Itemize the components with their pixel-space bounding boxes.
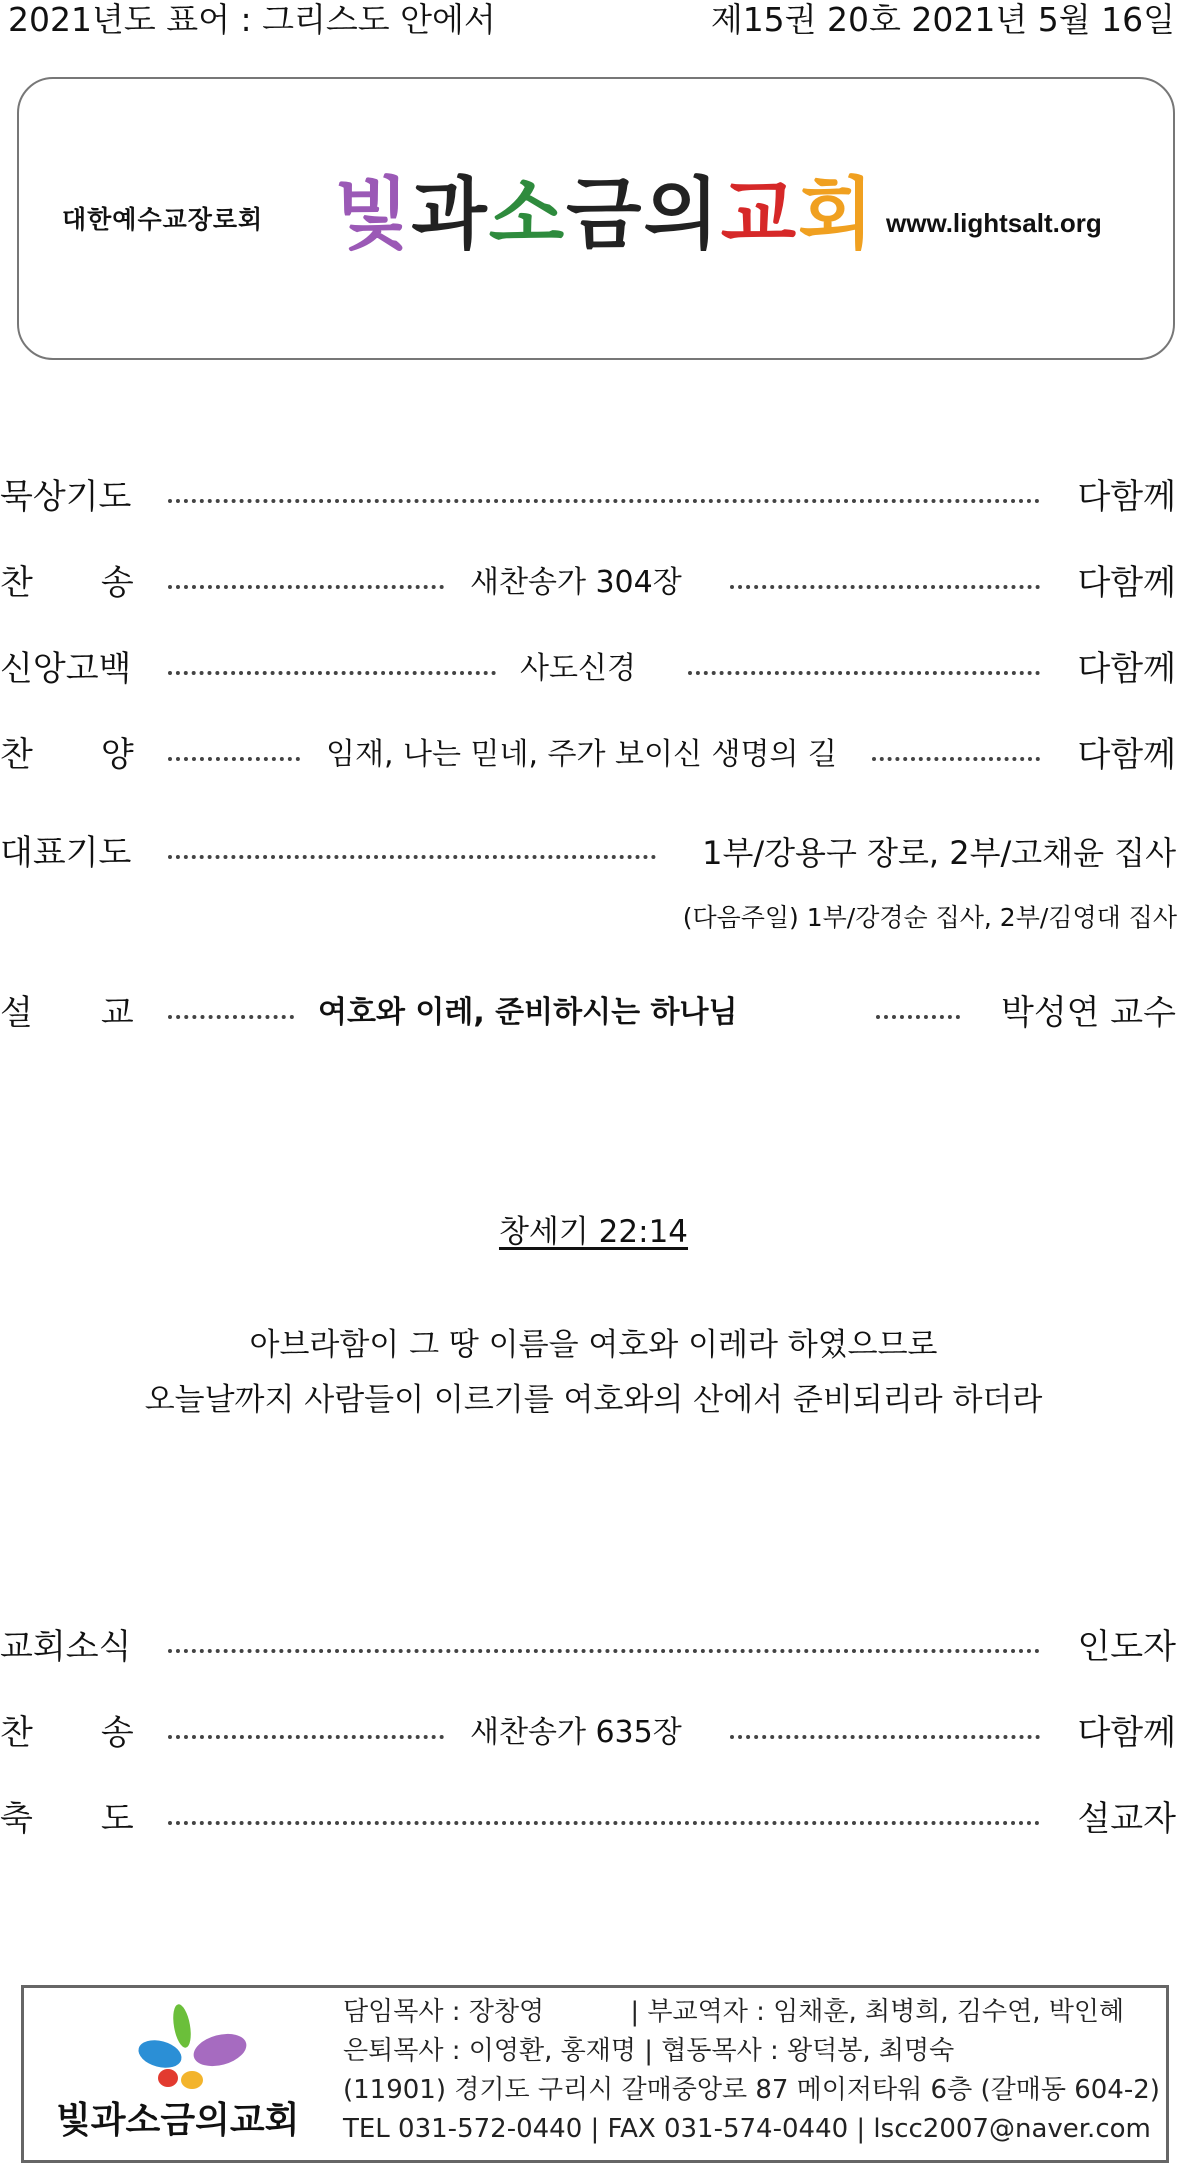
footer-line: 담임목사 : 장창영 | 부교역자 : 임채훈, 최병희, 김수연, 박인혜 — [343, 1997, 1125, 2027]
next-week-prayer: (다음주일) 1부/강경순 집사, 2부/김영대 집사 — [682, 903, 1177, 932]
scripture-reference-text: 창세기 22:14 — [498, 1214, 689, 1250]
leader-dots — [872, 757, 1040, 761]
worship-item — [0, 730, 1176, 780]
bulletin-motto: 2021년도 표어 : 그리스도 안에서 — [8, 0, 496, 39]
logo-char: 과 — [411, 169, 489, 260]
leader-dots — [168, 499, 1040, 503]
footer-info — [343, 1993, 1160, 2149]
item-label: 대표기도 — [0, 833, 132, 873]
worship-item — [0, 644, 1176, 694]
item-leader: 다함께 — [1077, 735, 1176, 775]
preacher: 박성연 교수 — [1000, 993, 1176, 1033]
worship-item-sermon — [0, 988, 1176, 1038]
item-label: 교회소식 — [0, 1627, 132, 1667]
item-leader: 인도자 — [1077, 1627, 1176, 1667]
leader-dots — [168, 757, 300, 761]
item-detail: 새찬송가 304장 — [470, 565, 682, 600]
item-detail: 새찬송가 635장 — [470, 1715, 682, 1750]
item-label: 찬 송 — [0, 1713, 134, 1753]
church-flower-logo-icon — [130, 1998, 260, 2093]
item-label: 설 교 — [0, 993, 134, 1033]
item-leader: 다함께 — [1077, 477, 1176, 517]
leader-dots — [688, 671, 1040, 675]
footer-line: (11901) 경기도 구리시 갈매중앙로 87 메이저타워 6층 (갈매동 604-2) — [343, 2075, 1160, 2105]
leader-dots — [876, 1015, 960, 1019]
scripture-line: 오늘날까지 사람들이 이르기를 여호와의 산에서 준비되리라 하더라 — [144, 1382, 1043, 1418]
scripture-reference — [0, 1206, 1187, 1251]
item-label: 찬 송 — [0, 563, 134, 603]
item-label: 신앙고백 — [0, 649, 132, 689]
item-leader: 다함께 — [1077, 649, 1176, 689]
logo-char: 빛 — [334, 169, 412, 260]
worship-item — [0, 1708, 1176, 1758]
prayer-leaders: 1부/강용구 장로, 2부/고채윤 집사 — [702, 834, 1176, 872]
website-url: www.lightsalt.org — [886, 208, 1102, 238]
worship-item — [0, 1622, 1176, 1672]
footer-line: 은퇴목사 : 이영환, 홍재명 | 협동목사 : 왕덕봉, 최명숙 — [343, 2036, 955, 2066]
leader-dots — [168, 855, 656, 859]
leader-dots — [168, 671, 496, 675]
item-detail: 임재, 나는 믿네, 주가 보이신 생명의 길 — [326, 737, 837, 772]
worship-item-prayer — [0, 828, 1176, 878]
leader-dots — [168, 1735, 444, 1739]
footer-church-name: 빛과소금의교회 — [56, 2099, 300, 2141]
scripture-line: 아브라함이 그 땅 이름을 여호와 이레라 하였으므로 — [249, 1327, 938, 1363]
leader-dots — [730, 1735, 1040, 1739]
leader-dots — [168, 1649, 1040, 1653]
item-label: 묵상기도 — [0, 477, 132, 517]
item-detail: 사도신경 — [520, 651, 636, 686]
church-logo-text — [334, 170, 876, 260]
logo-char: 소 — [488, 169, 567, 260]
issue-date: 제15권 20호 2021년 5월 16일 — [710, 0, 1175, 39]
item-leader: 다함께 — [1077, 563, 1176, 603]
worship-item — [0, 558, 1176, 608]
leader-dots — [168, 585, 444, 589]
leader-dots — [168, 1821, 1040, 1825]
logo-char: 교 — [720, 169, 799, 260]
leader-dots — [168, 1015, 294, 1019]
worship-item — [0, 1794, 1176, 1844]
worship-item — [0, 472, 1176, 522]
item-label: 찬 양 — [0, 735, 134, 775]
leader-dots — [730, 585, 1040, 589]
item-label: 축 도 — [0, 1799, 134, 1839]
item-leader: 다함께 — [1077, 1713, 1176, 1753]
footer-line: TEL 031-572-0440 | FAX 031-574-0440 | lscc2007@naver.com — [343, 2114, 1151, 2144]
logo-char: 금 — [566, 169, 644, 260]
item-leader: 설교자 — [1077, 1799, 1176, 1839]
denomination-label: 대한예수교장로회 — [62, 205, 264, 234]
logo-char: 의 — [643, 169, 721, 260]
logo-char: 회 — [798, 169, 876, 260]
sermon-title: 여호와 이레, 준비하시는 하나님 — [318, 995, 738, 1030]
